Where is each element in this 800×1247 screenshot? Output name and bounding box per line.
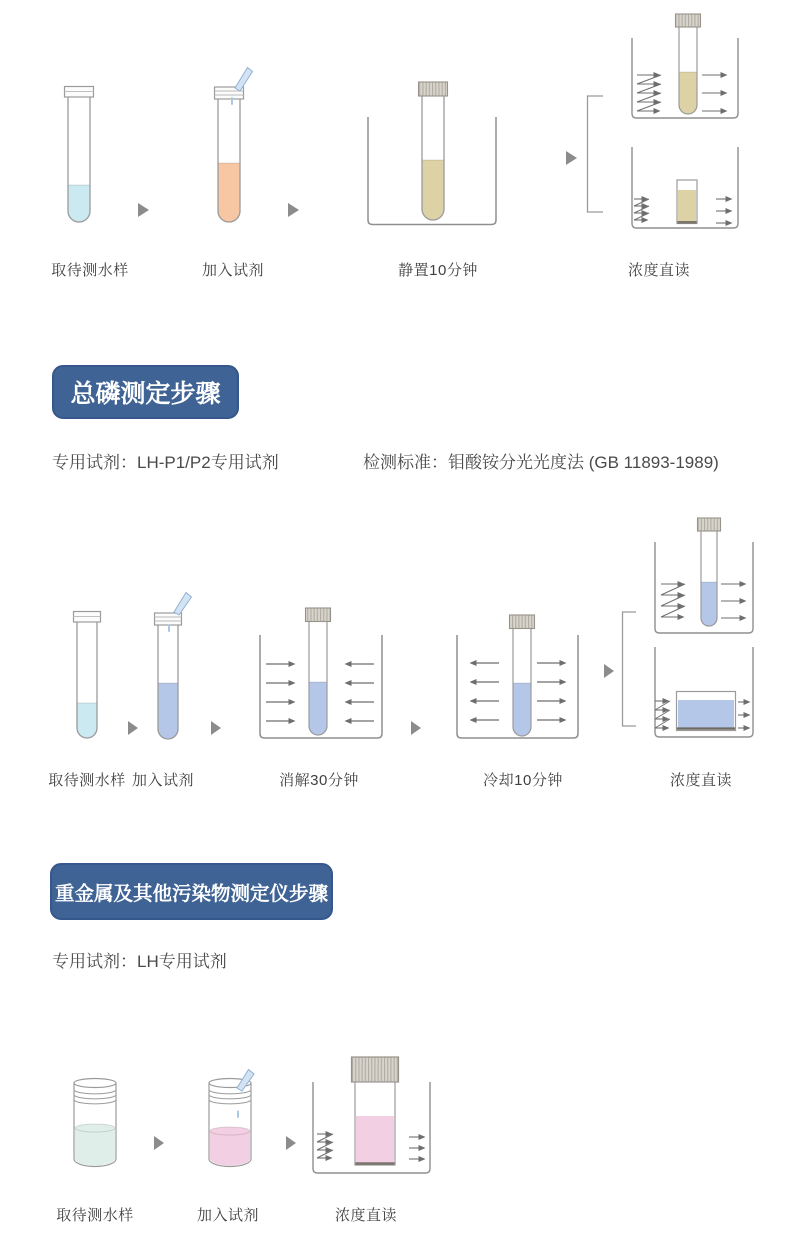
split-bracket	[588, 96, 604, 212]
beaker-standing	[368, 82, 496, 225]
top-process-diagram	[0, 0, 800, 290]
step-arrow-icon	[286, 1136, 296, 1150]
step-label: 静置10分钟	[398, 262, 478, 279]
reagent-info: 专用试剂：LH-P1/P2专用试剂	[52, 453, 279, 472]
step-label: 浓度直读	[334, 1207, 398, 1224]
step-label: 取待测水样	[51, 262, 129, 279]
water-sample-liquid	[75, 1128, 115, 1166]
reagent-liquid	[513, 683, 531, 736]
capped-test-tube	[676, 14, 701, 114]
beaker-digestion	[260, 608, 382, 738]
reagent-liquid	[210, 1131, 250, 1166]
water-sample-liquid	[77, 703, 97, 738]
cuvette	[677, 180, 697, 224]
section-title-badge: 重金属及其他污染物测定仪步骤	[50, 863, 333, 920]
reagent-info: 专用试剂：LH专用试剂	[52, 952, 227, 971]
step-arrow-icon	[604, 664, 614, 678]
step-label: 加入试剂	[196, 1207, 260, 1224]
step-label: 加入试剂	[131, 772, 195, 789]
capped-vial	[352, 1057, 399, 1165]
reagent-liquid	[309, 682, 327, 735]
reagent-liquid	[218, 163, 240, 222]
capped-test-tube	[306, 608, 331, 735]
step-label: 加入试剂	[201, 262, 265, 279]
test-tube-water-sample	[74, 612, 101, 738]
step-label: 取待测水样	[48, 772, 126, 789]
step-arrow-icon	[566, 151, 577, 165]
test-tube-add-reagent	[215, 68, 253, 223]
test-tube-water-sample	[65, 87, 94, 222]
step-label: 冷却10分钟	[483, 772, 563, 789]
beaker-cooling	[457, 615, 578, 738]
photometer-cuvette-readout	[632, 147, 738, 228]
capped-test-tube	[419, 82, 448, 220]
sample-jar	[74, 1079, 116, 1167]
photometer-vial-readout	[313, 1057, 430, 1173]
step-arrow-icon	[138, 203, 149, 217]
reagent-liquid	[678, 700, 734, 728]
step-label: 消解30分钟	[279, 772, 359, 789]
step-label: 浓度直读	[627, 262, 691, 279]
split-bracket	[623, 612, 637, 726]
step-arrow-icon	[288, 203, 299, 217]
photometer-cuvette-readout	[655, 647, 753, 737]
water-sample-liquid	[68, 185, 90, 222]
reagent-jar	[209, 1070, 254, 1167]
step-arrow-icon	[411, 721, 421, 735]
reagent-liquid	[356, 1116, 394, 1163]
step-label: 浓度直读	[669, 772, 733, 789]
photometer-tube-readout	[655, 518, 753, 633]
cuvette	[677, 692, 736, 731]
photometer-tube-readout	[632, 14, 738, 118]
step-arrow-icon	[154, 1136, 164, 1150]
settled-liquid	[678, 190, 696, 221]
test-tube-add-reagent	[155, 593, 192, 740]
capped-test-tube	[698, 518, 721, 626]
step-arrow-icon	[128, 721, 138, 735]
reagent-liquid	[701, 582, 717, 626]
step-arrow-icon	[211, 721, 221, 735]
settled-liquid	[422, 160, 444, 220]
section-title-badge: 总磷测定步骤	[52, 365, 239, 419]
capped-test-tube	[510, 615, 535, 736]
settled-liquid	[679, 72, 697, 114]
step-label: 取待测水样	[56, 1207, 134, 1224]
phosphorus-process-diagram	[0, 510, 800, 790]
reagent-liquid	[158, 683, 178, 739]
standard-info: 检测标准：钼酸铵分光光度法 (GB 11893-1989)	[363, 453, 719, 472]
